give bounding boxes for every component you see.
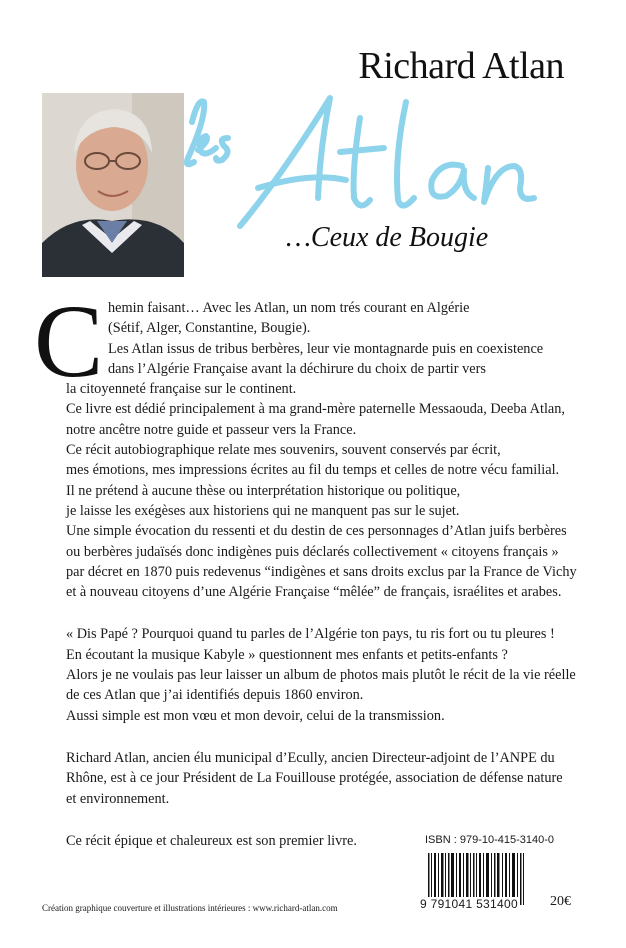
text-line: et environnement.: [66, 790, 170, 807]
paragraph-3-author-bio: [66, 748, 586, 809]
text-line: Il ne prétend à aucune thèse ou interprétation historique ou politique,: [66, 482, 461, 499]
author-photo: [42, 93, 184, 277]
author-portrait-image: [42, 93, 184, 277]
text-line: « Dis Papé ? Pourquoi quand tu parles de l’Algérie ton pays, tu ris fort ou tu pleures !: [66, 626, 555, 643]
back-cover-text: [66, 298, 586, 851]
text-line: Richard Atlan, ancien élu municipal d’Ecully, ancien Directeur-adjoint de l’ANPE du: [66, 749, 555, 766]
text-line: (Sétif, Alger, Constantine, Bougie).: [108, 320, 311, 337]
author-name: Richard Atlan: [358, 45, 564, 87]
text-line: dans l’Algérie Française avant la déchirure du choix de partir vers: [108, 360, 486, 377]
barcode-number: 9 791041 531400: [420, 897, 518, 911]
design-credit: Création graphique couverture et illustrations intérieures : www.richard-atlan.com: [42, 903, 338, 913]
text-line: ou berbères judaïsés donc indigènes puis déclarés collectivement « citoyens français »: [66, 543, 559, 560]
drop-cap: C: [34, 284, 104, 399]
text-line: la citoyenneté française sur le continent.: [66, 381, 297, 398]
text-line: notre ancêtre notre guide et passeur vers la France.: [66, 421, 357, 438]
script-title-les-atlan: [170, 88, 580, 238]
text-line: je laisse les exégèses aux historiens qui ne manquent pas sur le sujet.: [66, 502, 460, 519]
paragraph-2-quote: [66, 624, 586, 725]
text-line: par décret en 1870 puis redevenus “indigènes et sans droits exclus par la France de Vichy: [66, 563, 577, 580]
text-line: et à nouveau citoyens d’une Algérie Française “mêlée” de français, israélites et arabes.: [66, 584, 562, 601]
text-line: mes émotions, mes impressions écrites au fil du temps et celles de notre vécu familial.: [66, 462, 560, 479]
text-line: Ce livre est dédié principalement à ma grand-mère paternelle Messaouda, Deeba Atlan,: [66, 401, 565, 418]
text-line: Les Atlan issus de tribus berbères, leur vie montagnarde puis en coexistence: [108, 340, 544, 357]
text-line: Alors je ne voulais pas leur laisser un album de photos mais plutôt le récit de la vie réelle: [66, 667, 576, 684]
subtitle: …Ceux de Bougie: [286, 222, 489, 253]
text-line: En écoutant la musique Kabyle » questionnent mes enfants et petits-enfants ?: [66, 646, 508, 663]
text-line: Ce récit autobiographique relate mes souvenirs, souvent conservés par écrit,: [66, 442, 501, 459]
price-label: 20€: [550, 894, 571, 909]
paragraph-1-intro: [66, 298, 586, 602]
text-line: Aussi simple est mon vœu et mon devoir, celui de la transmission.: [66, 707, 445, 724]
paragraph-4-closing: Ce récit épique et chaleureux est son premier livre.: [66, 832, 357, 849]
text-line: hemin faisant… Avec les Atlan, un nom trés courant en Algérie: [108, 300, 470, 316]
isbn-text: ISBN : 979-10-415-3140-0: [425, 834, 555, 846]
text-line: de ces Atlan que j’ai identifiés depuis 1860 environ.: [66, 687, 364, 704]
text-line: Rhône, est à ce jour Président de La Fouillouse protégée, association de défense nature: [66, 770, 563, 787]
text-line: Une simple évocation du ressenti et du destin de ces personnages d’Atlan juifs berbères: [66, 523, 567, 540]
